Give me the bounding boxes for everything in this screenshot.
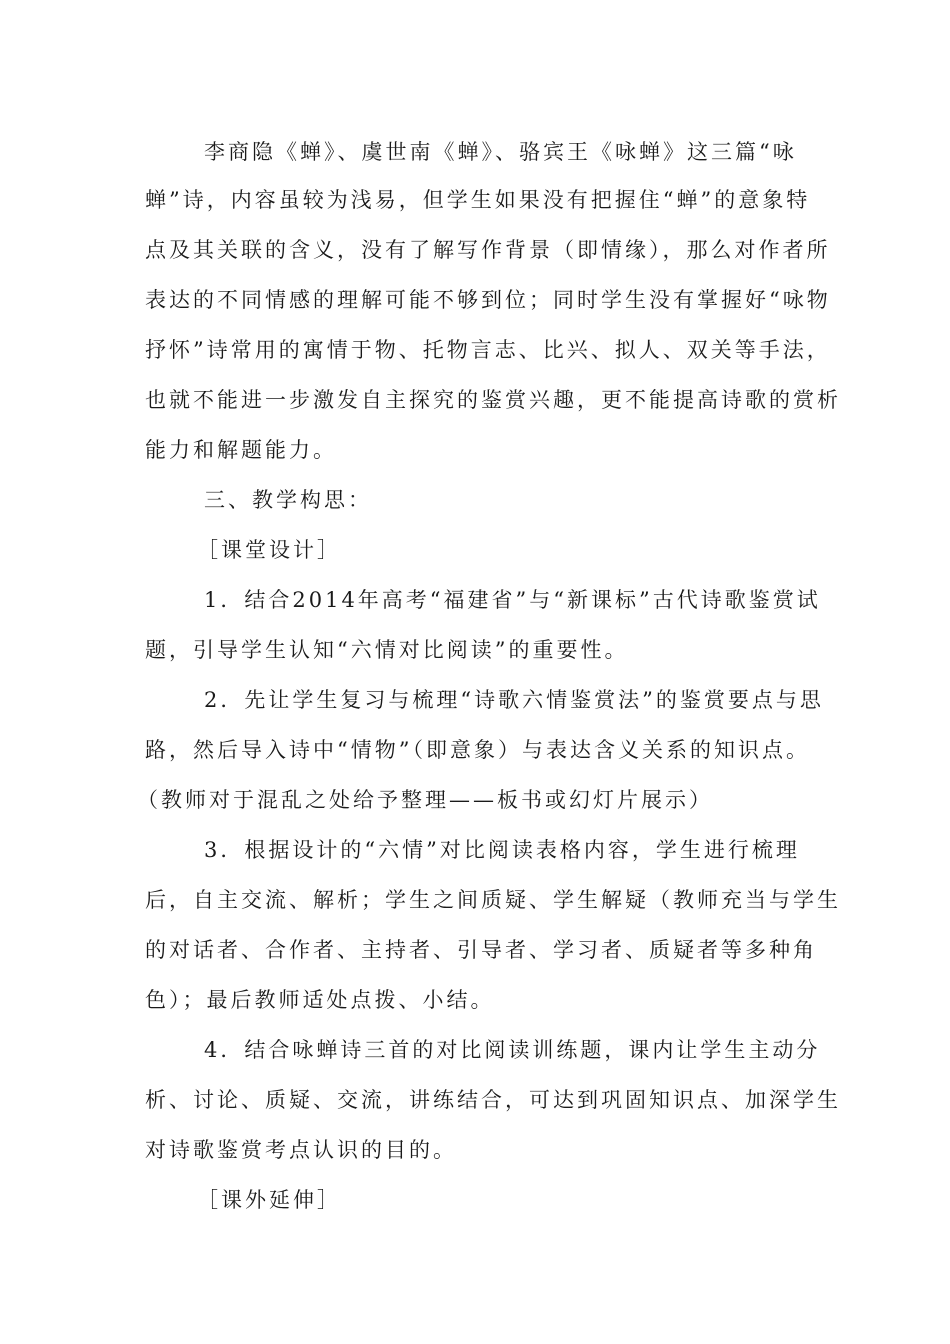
paragraph-line-3: 点及其关联的含义，没有了解写作背景（即情缘），那么对作者所 <box>145 238 831 262</box>
item-1-line-1: 1．结合2014年高考“福建省”与“新课标”古代诗歌鉴赏试 <box>204 588 821 612</box>
paragraph-line-6: 也就不能进一步激发自主探究的鉴赏兴趣，更不能提高诗歌的赏析 <box>145 388 841 412</box>
paragraph-line-7: 能力和解题能力。 <box>145 438 337 462</box>
item-4-line-2: 析、讨论、质疑、交流，讲练结合，可达到巩固知识点、加深学生 <box>145 1088 841 1112</box>
item-3-line-1: 3．根据设计的“六情”对比阅读表格内容，学生进行梳理 <box>204 838 800 862</box>
item-3-line-3: 的对话者、合作者、主持者、引导者、学习者、质疑者等多种角 <box>145 938 817 962</box>
paragraph-line-4: 表达的不同情感的理解可能不够到位；同时学生没有掌握好“咏物 <box>145 288 831 312</box>
paragraph-line-1: 李商隐《蝉》、虞世南《蝉》、骆宾王《咏蝉》这三篇“咏 <box>204 140 797 164</box>
subsection-heading-extension: ［课外延伸］ <box>197 1188 341 1212</box>
paragraph-line-2: 蝉”诗，内容虽较为浅易，但学生如果没有把握住“蝉”的意象特 <box>145 188 811 212</box>
item-3-line-4: 色）；最后教师适处点拨、小结。 <box>145 988 495 1012</box>
item-4-line-1: 4．结合咏蝉诗三首的对比阅读训练题，课内让学生主动分 <box>204 1038 821 1062</box>
item-3-line-2: 后，自主交流、解析；学生之间质疑、学生解疑（教师充当与学生 <box>145 888 841 912</box>
section-heading: 三、教学构思： <box>204 488 372 512</box>
item-2-line-3: （教师对于混乱之处给予整理——板书或幻灯片展示） <box>137 788 713 812</box>
subsection-heading-class-design: ［课堂设计］ <box>197 538 341 562</box>
item-1-line-2: 题，引导学生认知“六情对比阅读”的重要性。 <box>145 638 629 662</box>
item-2-line-2: 路，然后导入诗中“情物”（即意象）与表达含义关系的知识点。 <box>145 738 810 762</box>
item-4-line-3: 对诗歌鉴赏考点认识的目的。 <box>145 1138 457 1162</box>
item-2-line-1: 2．先让学生复习与梳理“诗歌六情鉴赏法”的鉴赏要点与思 <box>204 688 824 712</box>
paragraph-line-5: 抒怀”诗常用的寓情于物、托物言志、比兴、拟人、双关等手法， <box>145 338 831 362</box>
